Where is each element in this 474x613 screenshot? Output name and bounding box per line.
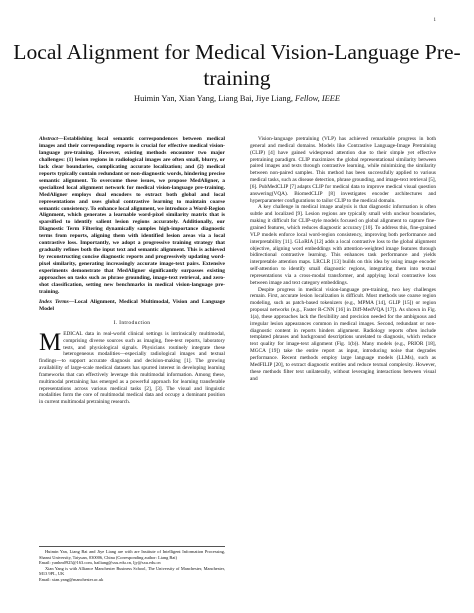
page-number: 1 — [433, 18, 436, 23]
footnote-email-1: Email: yanhm0925@163.com, bailiang@sxu.edu.cn, ljy@sxu.edu.cn — [39, 560, 161, 566]
right-paragraph-2: A key challenge in medical image analysis is that diagnostic information is often subtle and localized [9]. Lesion regions are typically small with unclear boundaries, making it difficult for CLIP-style models focused on global alignment to capture fine-grained features, which reduces diagnostic accuracy [10]. To address this, fine-grained VLP models enforce local word-region consistency, improving both performance and interpretability [11]. GLoRIA [12] adds a local contrastive loss to the global alignment objective, aligning word embeddings with attention-weighted image features through bidirectional contrastive learning. This enhances task performance and yields interpretable attention maps. LRCLR [13] builds on this idea by using image encoder self-attention to identify small diagnostic regions, integrating them into textual representations via a cross-modal transformer, and applying local contrastive loss between image and text category embeddings. — [250, 204, 436, 286]
dropcap-letter: M — [39, 328, 62, 356]
abstract-label: Abstract — [39, 136, 58, 142]
abstract-text: —Establishing local semantic correspondences between medical images and their corresponding reports is crucial for effective medical vision-language pre-training. However, existing methods encounter two major challenges: (1) lesion regions in radiological images are often small, blurry, or lack clear boundaries, complicating accurate localization; and (2) medical reports typically contain redundant or non-diagnostic words, hindering precise semantic alignment. To overcome these issues, we propose MedAligner, a specialized local alignment network for medical vision-language pre-training. MedAligner employs dual encoders to extract both global and local representations and uses global contrastive learning to maintain coarse semantic consistency. To enhance local alignment, we introduce a Word-Region Alignment, which generates a learnable word-pixel similarity matrix that is sparsified to identify salient lesion regions accurately. Additionally, our Diagnostic Term Filtering dynamically samples high-importance diagnostic terms from reports, aligning them with identified lesion areas via a local contrastive loss. Importantly, we adopt a progressive training strategy that gradually refines both the input text and semantic alignment. This is achieved by reconstructing concise diagnostic reports and progressively updating word-pixel similarity, generating increasingly accurate image-text pairs. Extensive experiments demonstrate that MedAligner significantly surpasses existing approaches on tasks such as phrase grounding, image-text retrieval, and zero-shot classification, setting new benchmarks in medical vision-language pre-training. — [39, 136, 225, 295]
index-terms-label: Index Terms — [39, 298, 69, 305]
right-column — [250, 136, 436, 382]
section-heading-introduction: I. Introduction — [113, 319, 151, 326]
paper-title: Local Alignment for Medical Vision-Language Pre-training — [13, 40, 461, 90]
intro-paragraph-1-text: EDICAL data in real-world clinical settings is intrinsically multimodal, comprising diverse sources such as imaging, free-text reports, laboratory tests, and physiological signals. Physicians routinely integrate these heterogeneous modalities—especially radiological images and textual findings—to support accurate diagnosis and decision-making [1]. The growing availability of large-scale medical datasets has spurred interest in developing learning frameworks that can effectively leverage this multimodal information. Among these, multimodal pretraining has emerged as a powerful approach for learning transferable representations across various medical tasks [2], [3]. The visual and linguistic modalities form the core of multimodal medical data and occupy a dominant position in current multimodal pretraining research. — [39, 330, 225, 406]
author-names: Huimin Yan, Xian Yang, Liang Bai, Jiye Liang — [134, 94, 291, 103]
author-line: Huimin Yan, Xian Yang, Liang Bai, Jiye Liang, Fellow, IEEE — [134, 94, 340, 103]
left-column — [39, 136, 225, 406]
abstract — [39, 136, 225, 296]
footnote-email-2: Email: xian.yang@manchester.ac.uk — [39, 576, 104, 582]
index-terms — [39, 299, 225, 313]
footnote-affiliation-2: Xian Yang is with Alliance Manchester Business School, The University of Manchester, Manchester, M13 9PL, UK — [39, 565, 225, 577]
footnote-affiliation-1: Huimin Yan, Liang Bai and Jiye Liang are with are Institute of Intelligent Information Processing, Shanxi University, Taiyuan, 030006, China (Corresponding author: Liang Bai) — [39, 549, 225, 560]
index-terms-text: —Local Alignment, Medical Multimodal, Vision and Language Model — [39, 298, 225, 312]
right-paragraph-3: Despite progress in medical vision-language pre-training, two key challenges remain. First, accurate lesion localization is difficult. Most methods use coarse region modeling, such as patch-based tokenizers (e.g., MPMA [14], GLIP [15]) or region proposal networks (e.g., Faster R-CNN [16] in Diff-MedVQA [17]). As shown in Fig. 1(a), these approaches lack the flexibility and precision needed for the ambiguous and irregular lesion appearances common in medical images. Second, redundant or non-diagnostic content in reports hinders alignment. Radiology reports often include templated phrases and background descriptions unrelated to diagnosis, which reduce text quality for image-text alignment (Fig. 1(b)). Many models (e.g., PRIOR [18], MGCA [19]) take the entire report as input, introducing noise that degrades performance. Recent methods employ large language models (LLMs), such as MedFILIP [20], to extract diagnostic entities and reduce textual complexity. However, these methods filter text unilaterally, without leveraging interactions between visual and — [250, 286, 436, 382]
intro-paragraph-1 — [39, 328, 225, 406]
footnotes — [39, 546, 225, 583]
right-paragraph-1: Vision-language pretraining (VLP) has achieved remarkable progress in both general and medical domains. Models like Contrastive Language-Image Pretraining (CLIP) [4] have gained widespread attention due to their simple yet effective pretraining paradigm. CLIP maximizes the global representational similarity between paired images and texts through contrastive learning, while minimizing the similarity between non-paired samples. This method has been successfully applied to various medical tasks, such as disease detection, phrase grounding, and image-text retrieval [5], [6]. PubMedCLIP [7] adapts CLIP for medical data to improve medical visual question answering(VQA). BiomedCLIP [8] investigates encoder architectures and hyperparameter configurations to tailor CLIP to the medical domain. — [250, 136, 436, 204]
fellow-label: Fellow, IEEE — [295, 94, 340, 103]
